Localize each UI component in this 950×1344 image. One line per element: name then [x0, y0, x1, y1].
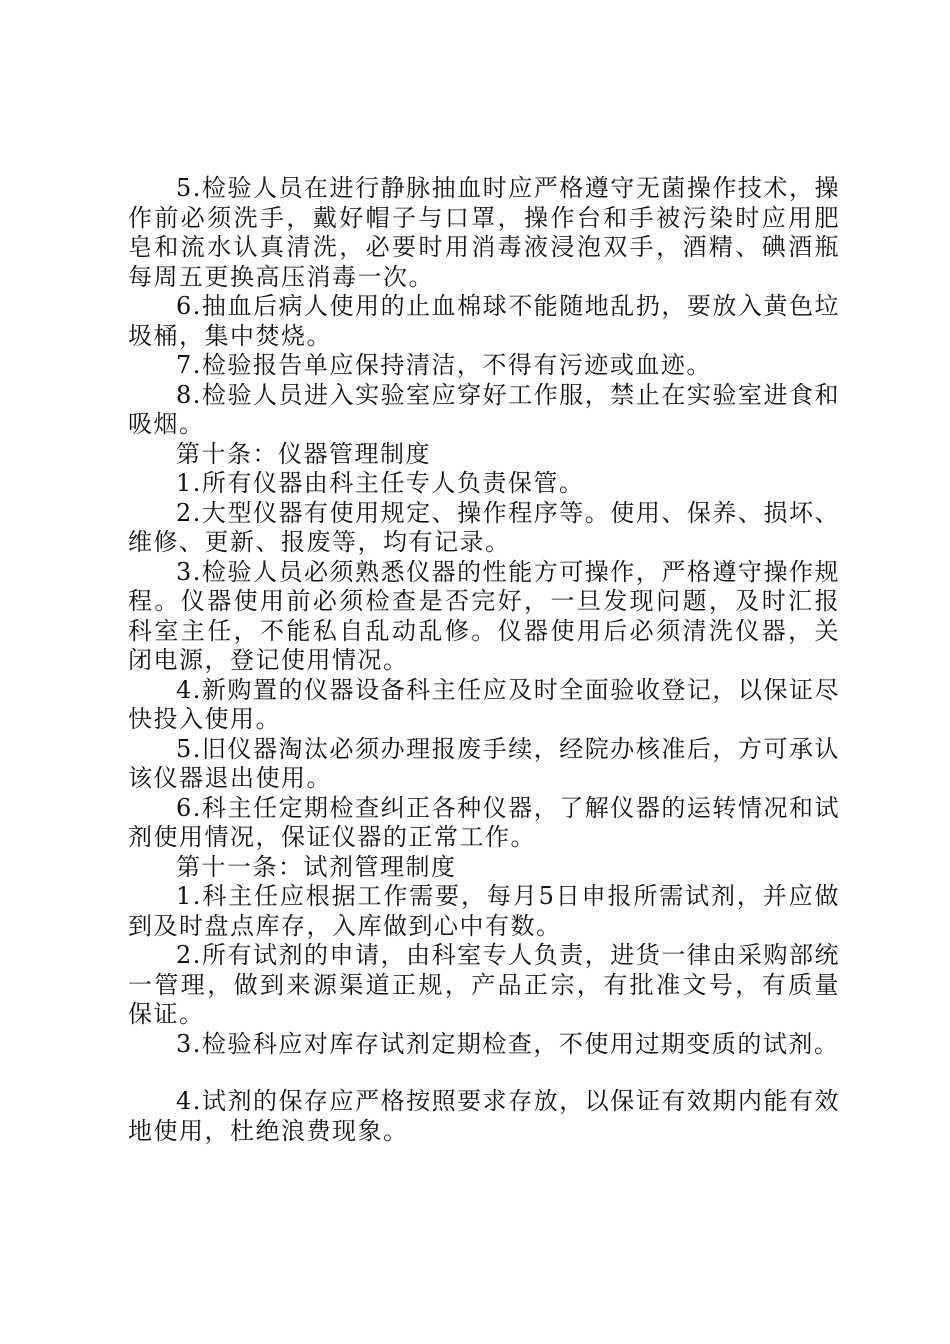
section-heading: 第十条：仪器管理制度: [176, 439, 431, 468]
paragraph: 6.科主任定期检查纠正各种仪器，了解仪器的运转情况和试剂使用情况，保证仪器的正常工作。: [128, 793, 840, 851]
paragraph: 8.检验人员进入实验室应穿好工作服，禁止在实验室进食和吸烟。: [128, 380, 840, 438]
paragraph: 1.所有仪器由科主任专人负责保管。: [176, 469, 585, 497]
paragraph: 4.新购置的仪器设备科主任应及时全面验收登记，以保证尽快投入使用。: [128, 675, 840, 733]
paragraph: 4.试剂的保存应严格按照要求存放，以保证有效期内能有效地使用，杜绝浪费现象。: [128, 1087, 840, 1145]
paragraph: 1.科主任应根据工作需要，每月5日申报所需试剂，并应做到及时盘点库存，入库做到心中有数。: [128, 882, 840, 940]
paragraph: 3.检验人员必须熟悉仪器的性能方可操作，严格遵守操作规程。仪器使用前必须检查是否完好，一旦发现问题，及时汇报科室主任，不能私自乱动乱修。仪器使用后必须清洗仪器，关闭电源，登记使用情况。: [128, 557, 840, 674]
document-body: [128, 174, 840, 1146]
paragraph: 5.旧仪器淘汰必须办理报废手续，经院办核准后，方可承认该仪器退出使用。: [128, 734, 840, 792]
paragraph: 2.大型仪器有使用规定、操作程序等。使用、保养、损坏、维修、更新、报废等，均有记录。: [128, 498, 840, 556]
paragraph: 6.抽血后病人使用的止血棉球不能随地乱扔，要放入黄色垃圾桶，集中焚烧。: [128, 292, 840, 350]
section-heading: 第十一条：试剂管理制度: [176, 852, 457, 881]
paragraph-spacer: [128, 1059, 840, 1087]
paragraph: 5.检验人员在进行静脉抽血时应严格遵守无菌操作技术，操作前必须洗手，戴好帽子与口罩，操作台和手被污染时应用肥皂和流水认真清洗，必要时用消毒液浸泡双手，酒精、碘酒瓶每周五更换高压消毒一次。: [128, 174, 840, 291]
paragraph: 3.检验科应对库存试剂定期检查，不使用过期变质的试剂。: [176, 1029, 840, 1058]
paragraph: 7.检验报告单应保持清洁，不得有污迹或血迹。: [176, 351, 712, 379]
paragraph: 2.所有试剂的申请，由科室专人负责，进货一律由采购部统一管理，做到来源渠道正规，产品正宗，有批准文号，有质量保证。: [128, 941, 840, 1028]
